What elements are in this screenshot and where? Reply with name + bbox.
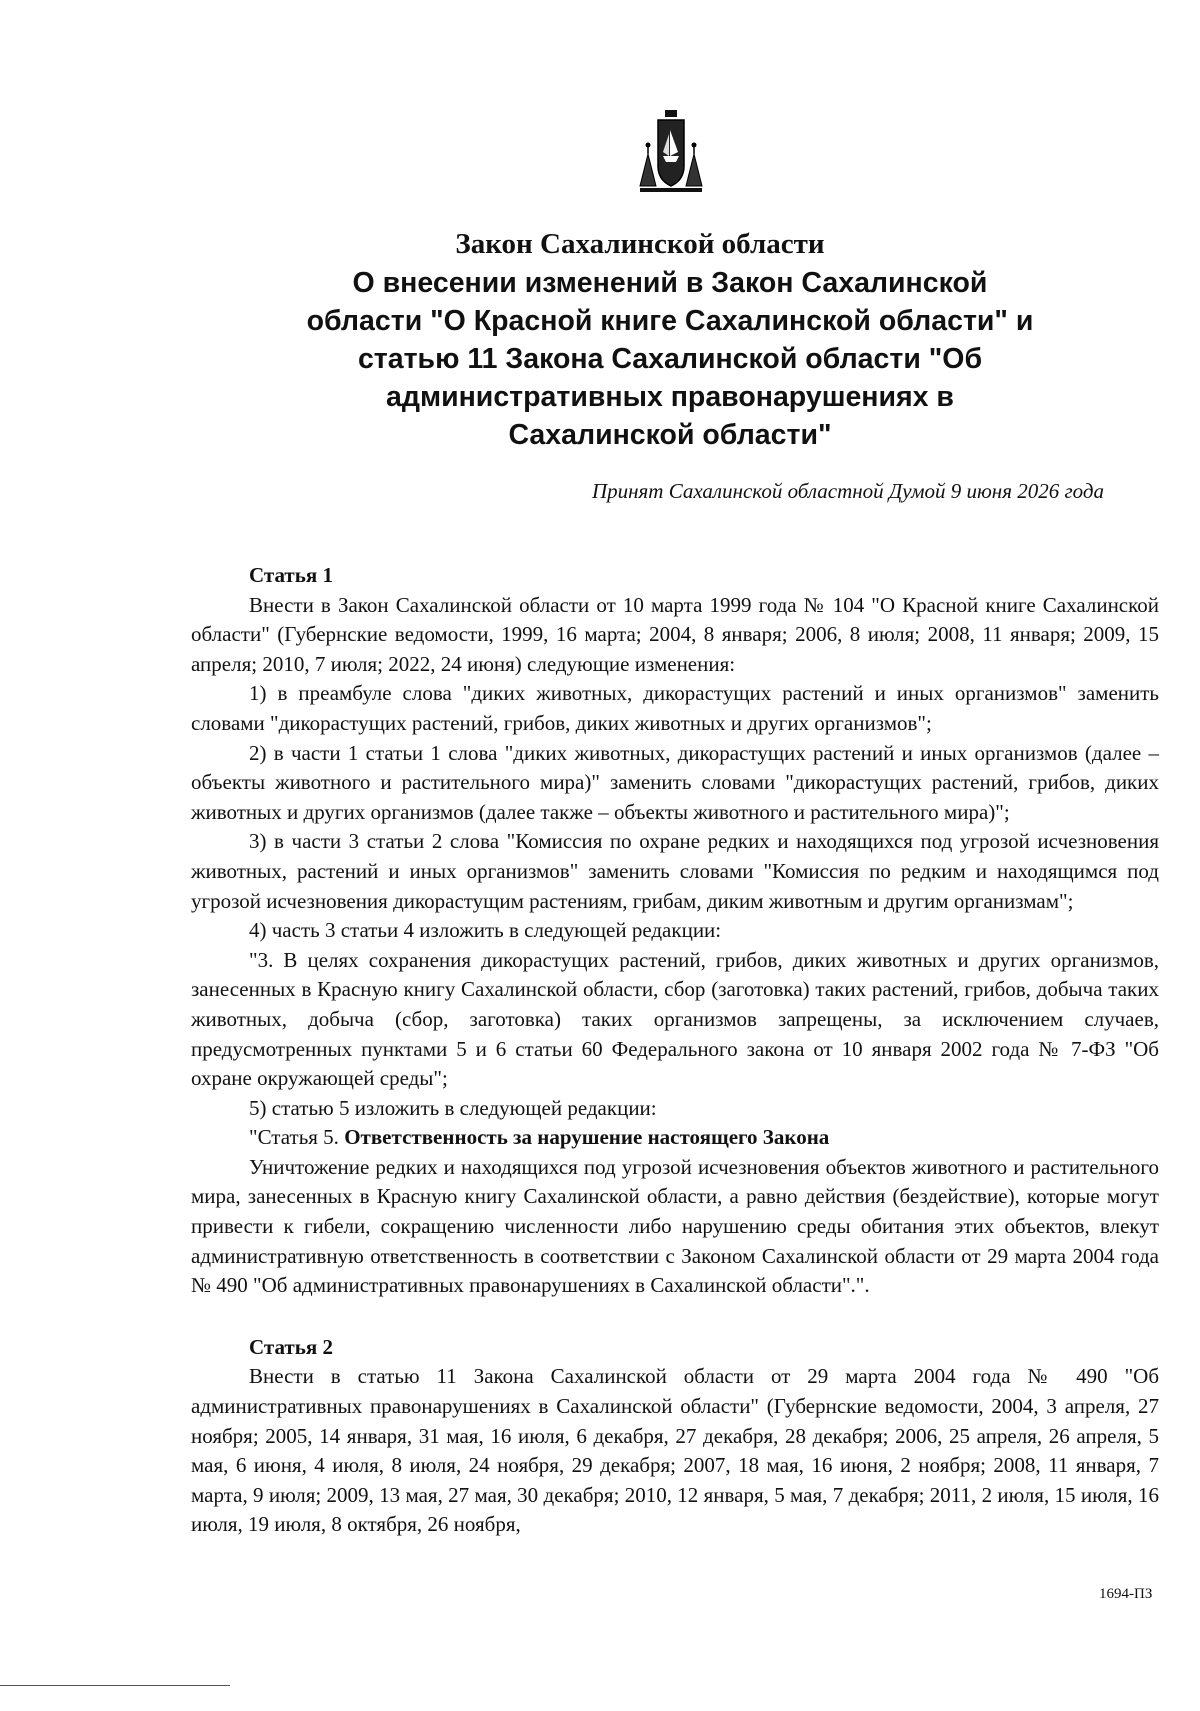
- law-title-line: статью 11 Закона Сахалинской области "Об: [357, 343, 983, 375]
- coat-of-arms-icon: [636, 108, 706, 196]
- article-2-heading: Статья 2: [249, 1334, 333, 1359]
- scan-artifact-line: [0, 1685, 230, 1686]
- article-5-title: Ответственность за нарушение настоящего Закона: [344, 1125, 830, 1150]
- page-code: 1694-ПЗ: [1099, 1586, 1153, 1602]
- article-5-text: Уничтожение редких и находящихся под угрозой исчезновения объектов животного и растительного мира, занесенных в Красную книгу Сахалинской области, а равно действия (бездействие), которые могут привести к гибели, сокращению численности либо нарушению среды обитания этих объектов, влекут административную ответственность в соответствии с Законом Сахалинской области от 29 марта 2004 года № 490 "Об административных правонарушениях в Сахалинской области".".: [191, 1154, 1159, 1298]
- article-1-heading: Статья 1: [249, 563, 333, 587]
- article-1-item-5: 5) статью 5 изложить в следующей редакции:: [249, 1095, 657, 1120]
- law-title-line: административных правонарушениях в: [386, 381, 954, 413]
- law-title-line: области "О Красной книге Сахалинской области" и: [306, 305, 1034, 337]
- article-5-prefix: "Статья 5.: [249, 1125, 345, 1150]
- law-title: [250, 264, 1090, 454]
- document-body: [191, 561, 1159, 1540]
- law-title-line: О внесении изменений в Закон Сахалинской: [352, 267, 988, 299]
- article-1-item-4: 4) часть 3 статьи 4 изложить в следующей редакции:: [249, 918, 722, 943]
- article-1-item-1: 1) в преамбуле слова "диких животных, дикорастущих растений и иных организмов" заменить словами "дикорастущих растений, грибов, диких животных и других организмов";: [191, 681, 1159, 735]
- article-1-intro: Внести в Закон Сахалинской области от 10 марта 1999 года № 104 "О Красной книге Сахалинской области" (Губернские ведомости, 1999, 16 марта; 2004, 8 января; 2006, 8 июля; 2008, 11 января; 2009, 15 апреля; 2010, 7 июля; 2022, 24 июня) следующие изменения:: [191, 592, 1159, 676]
- law-kind-heading: Закон Сахалинской области: [455, 228, 825, 260]
- article-1-item-4-text: "3. В целях сохранения дикорастущих растений, грибов, диких животных и других организмов, занесенных в Красную книгу Сахалинской области, сбор (заготовка) таких растений, грибов, добыча таких животных, добыча (сбор, заготовка) таких организмов запрещены, за исключением случаев, предусмотренных пунктами 5 и 6 статьи 60 Федерального закона от 10 января 2002 года № 7-ФЗ "Об охране окружающей среды";: [191, 947, 1159, 1091]
- article-1-item-2: 2) в части 1 статьи 1 слова "диких животных, дикорастущих растений и иных организмов (далее – объекты животного и растительного мира)" заменить словами "дикорастущих растений, грибов, диких животных и других организмов (далее также – объекты животного и растительного мира)";: [191, 740, 1159, 824]
- article-2-intro: Внести в статью 11 Закона Сахалинской области от 29 марта 2004 года № 490 "Об административных правонарушениях в Сахалинской области" (Губернские ведомости, 2004, 3 апреля, 27 ноября; 2005, 14 января, 31 мая, 16 июля, 6 декабря, 27 декабря, 28 декабря; 2006, 25 апреля, 26 апреля, 5 мая, 6 июня, 4 июля, 8 июля, 24 ноября, 29 декабря; 2007, 18 мая, 16 июня, 2 ноября; 2008, 11 января, 7 марта, 9 июля; 2009, 13 мая, 27 мая, 30 декабря; 2010, 12 января, 5 мая, 7 декабря; 2011, 2 июля, 15 июля, 16 июля, 19 июля, 8 октября, 26 ноября,: [191, 1364, 1159, 1537]
- law-title-line: Сахалинской области": [508, 419, 832, 451]
- article-5-heading-line: [191, 1123, 1159, 1153]
- article-1-item-3: 3) в части 3 статьи 2 слова "Комиссия по охране редких и находящихся под угрозой исчезновения животных, растений и иных организмов" заменить словами "Комиссия по редким и находящимся под угрозой исчезновения дикорастущим растениям, грибам, диким животным и другим организмам";: [191, 829, 1159, 913]
- adoption-note: Принят Сахалинской областной Думой 9 июня 2026 года: [591, 479, 1104, 503]
